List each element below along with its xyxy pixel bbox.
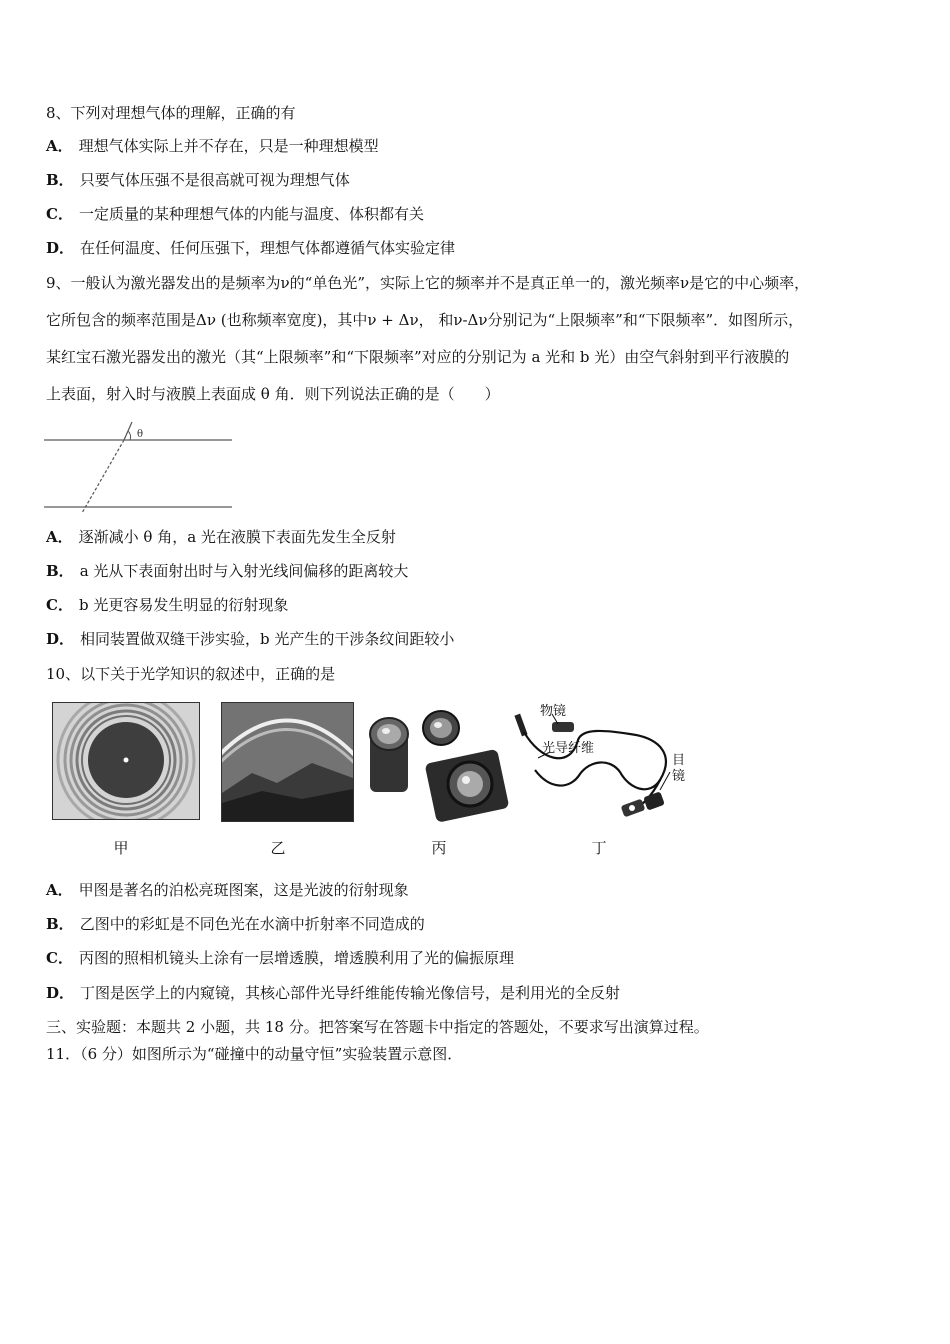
q10-option-a bbox=[46, 880, 409, 900]
q8-option-b bbox=[46, 170, 350, 190]
option-letter: C． bbox=[46, 949, 73, 967]
objective-label: 物镜 bbox=[540, 704, 567, 719]
option-text: a 光从下表面射出时与入射光线间偏移的距离较大 bbox=[79, 562, 409, 580]
q9-option-a bbox=[46, 527, 396, 547]
option-text: 乙图中的彩虹是不同色光在水滴中折射率不同造成的 bbox=[79, 915, 425, 933]
option-text: 丁图是医学上的内窥镜，其核心部件光导纤维能传输光像信号，是利用光的全反射 bbox=[80, 984, 621, 1002]
option-letter: D． bbox=[46, 630, 75, 648]
q9-line-2: 它所包含的频率范围是Δν (也称频率宽度)，其中ν + Δν， 和ν-Δν分别记为“上限频率”和“下限频率”．如图所示， bbox=[46, 311, 804, 329]
option-letter: C． bbox=[46, 205, 73, 223]
q8-option-c bbox=[46, 204, 424, 224]
refracted-ray bbox=[82, 440, 124, 513]
liquid-film-diagram bbox=[44, 420, 236, 515]
option-letter: D． bbox=[46, 984, 75, 1002]
eyepiece-pointer bbox=[660, 772, 670, 790]
caption-bing: 丙 bbox=[431, 839, 447, 857]
q9-option-b bbox=[46, 561, 408, 581]
rainbow-image bbox=[221, 702, 354, 822]
q8-option-d bbox=[46, 238, 455, 258]
poisson-spot-image bbox=[52, 702, 200, 820]
caption-yi: 乙 bbox=[270, 839, 286, 857]
option-text: b 光更容易发生明显的衍射现象 bbox=[78, 596, 289, 614]
option-letter: B． bbox=[46, 562, 74, 580]
caption-ding: 丁 bbox=[591, 839, 607, 857]
option-text: 相同装置做双缝干涉实验，b 光产生的干涉条纹间距较小 bbox=[80, 630, 455, 648]
eyepiece bbox=[621, 791, 665, 817]
q9-line-1: 9、一般认为激光器发出的是频率为ν的“单色光”，实际上它的频率并不是真正单一的，激光频率ν是它的中心频率， bbox=[46, 274, 810, 292]
q10-option-d bbox=[46, 983, 620, 1003]
option-letter: A． bbox=[46, 881, 73, 899]
option-letter: A． bbox=[46, 528, 73, 546]
camera-lens-image bbox=[366, 706, 510, 822]
theta-label: θ bbox=[137, 429, 144, 440]
option-letter: C． bbox=[46, 596, 73, 614]
q8-stem: 8、下列对理想气体的理解，正确的有 bbox=[46, 104, 296, 122]
q9-line-3: 某红宝石激光器发出的激光（其“上限频率”和“下限频率”对应的分别记为 a 光和 b 光）由空气斜射到平行液膜的 bbox=[46, 348, 790, 366]
lens-top bbox=[423, 711, 459, 745]
option-text: 在任何温度、任何压强下，理想气体都遵循气体实验定律 bbox=[80, 239, 456, 257]
q8-option-a bbox=[46, 136, 379, 156]
section-3-heading: 三、实验题：本题共 2 小题，共 18 分。把答案写在答题卡中指定的答题处，不要求写出演算过程。 bbox=[46, 1018, 709, 1036]
option-text: 一定质量的某种理想气体的内能与温度、体积都有关 bbox=[78, 205, 424, 223]
q9-option-d bbox=[46, 629, 454, 649]
fiber-label: 光导纤维 bbox=[542, 741, 595, 756]
option-text: 只要气体压强不是很高就可视为理想气体 bbox=[79, 171, 350, 189]
q10-stem: 10、以下关于光学知识的叙述中，正确的是 bbox=[46, 665, 336, 683]
caption-jia: 甲 bbox=[113, 839, 129, 857]
fiber-cable bbox=[524, 731, 666, 789]
q9-option-c bbox=[46, 595, 288, 615]
lens-left bbox=[370, 718, 408, 792]
option-text: 丙图的照相机镜头上涂有一层增透膜，增透膜利用了光的偏振原理 bbox=[78, 949, 514, 967]
camera-body bbox=[425, 749, 510, 822]
q9-line-4: 上表面，射入时与液膜上表面成 θ 角．则下列说法正确的是（ ） bbox=[46, 385, 500, 403]
option-letter: B． bbox=[46, 171, 74, 189]
option-letter: D． bbox=[46, 239, 75, 257]
eyepiece-label-1: 目 bbox=[672, 753, 686, 768]
eyepiece-label-2: 镜 bbox=[672, 769, 686, 784]
q10-option-b bbox=[46, 914, 425, 934]
angle-arc bbox=[128, 431, 131, 440]
endoscope-diagram bbox=[510, 700, 690, 822]
q11-stem: 11．（6 分）如图所示为“碰撞中的动量守恒”实验装置示意图． bbox=[46, 1045, 463, 1063]
option-text: 理想气体实际上并不存在，只是一种理想模型 bbox=[78, 137, 379, 155]
q10-option-c bbox=[46, 948, 514, 968]
option-letter: A． bbox=[46, 137, 73, 155]
option-letter: B． bbox=[46, 915, 74, 933]
option-text: 逐渐减小 θ 角，a 光在液膜下表面先发生全反射 bbox=[78, 528, 396, 546]
bright-spot bbox=[124, 758, 129, 763]
option-text: 甲图是著名的泊松亮斑图案，这是光波的衍射现象 bbox=[78, 881, 409, 899]
